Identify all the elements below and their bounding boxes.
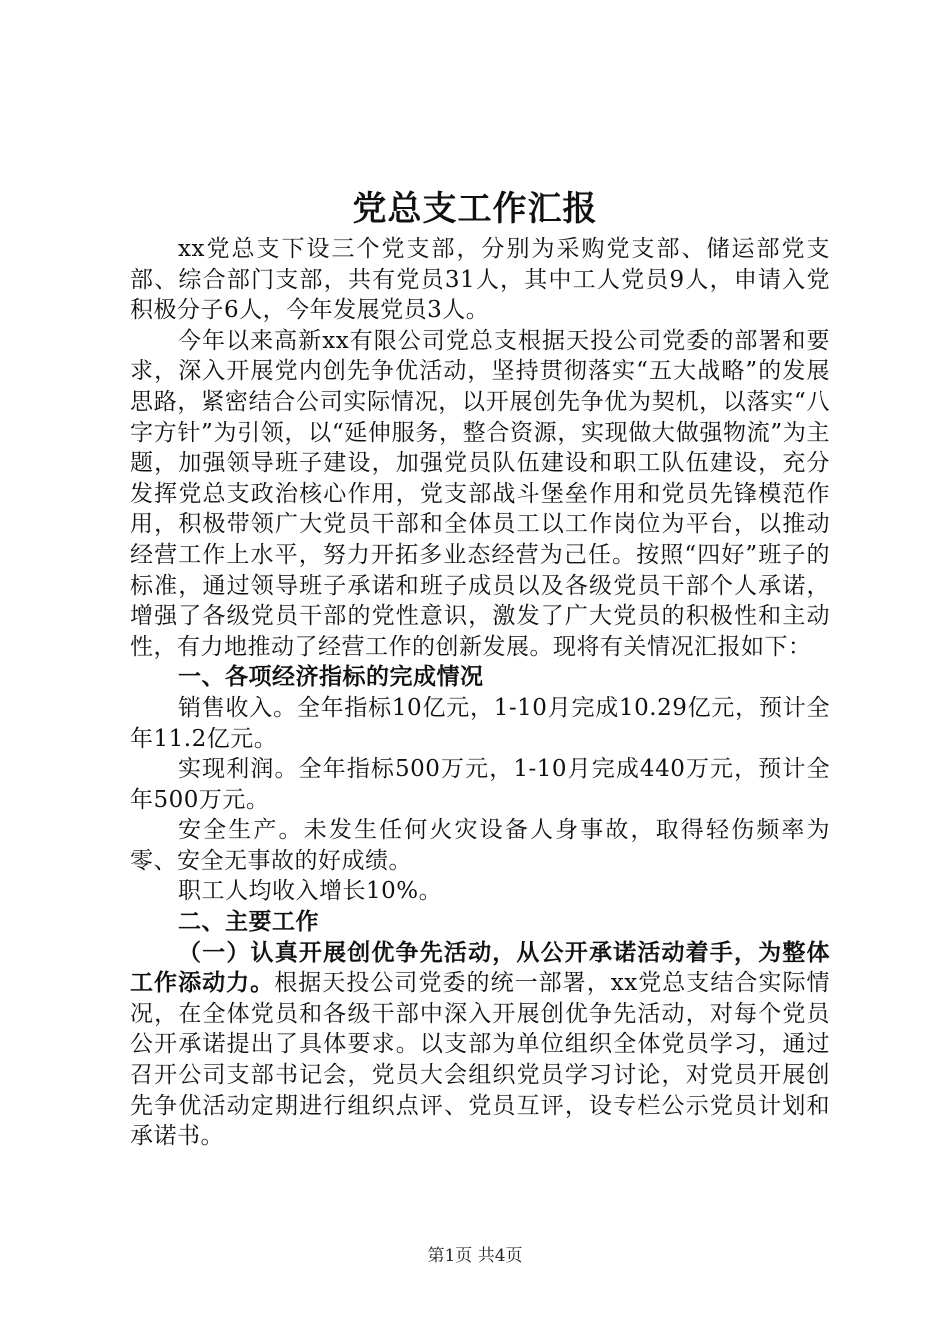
paragraph-sales-revenue: 销售收入。全年指标10亿元，1-10月完成10.29亿元，预计全年11.2亿元。 [130,694,830,752]
paragraph-overview: xx党总支下设三个党支部，分别为采购党支部、储运部党支部、综合部门支部，共有党员31人，其中工人党员9人，申请入党积极分子6人，今年发展党员3人。 [130,236,830,324]
section-1-text: 根据天投公司党委的统一部署，xx党总支结合实际情况，在全体党员和各级干部中深入开展创优争先活动，对每个党员公开承诺提出了具体要求。以支部为单位组织全体党员学习，通过召开公司支部书记会，党员大会组织党员学习讨论，对党员开展创先争优活动定期进行组织点评、党员互评，设专栏公示党员计划和承诺书。 [130,970,830,1150]
paragraph-summary: 今年以来高新xx有限公司党总支根据天投公司党委的部署和要求，深入开展党内创先争优活动，坚持贯彻落实“五大战略”的发展思路，紧密结合公司实际情况，以开展创先争优为契机，以落实“八字方针”为引领，以“延伸服务，整合资源，实现做大做强物流”为主题，加强领导班子建设，加强党员队伍建设和职工队伍建设，充分发挥党总支政治核心作用，党支部战斗堡垒作用和党员先锋模范作用，积极带领广大党员干部和全体员工以工作岗位为平台，以推动经营工作上水平，努力开拓多业态经营为己任。按照“四好”班子的标准，通过领导班子承诺和班子成员以及各级党员干部个人承诺，增强了各级党员干部的党性意识，激发了广大党员的积极性和主动性，有力地推动了经营工作的创新发展。现将有关情况汇报如下： [130,327,830,660]
paragraph-safety: 安全生产。未发生任何火灾设备人身事故，取得轻伤频率为零、安全无事故的好成绩。 [130,817,830,874]
heading-economic-indicators: 一、各项经济指标的完成情况 [178,663,484,691]
heading-main-work: 二、主要工作 [178,908,319,936]
paragraph-section-1 [130,938,830,1152]
document-title: 党总支工作汇报 [352,189,598,229]
paragraph-profit: 实现利润。全年指标500万元，1-10月完成440万元，预计全年500万元。 [130,756,830,813]
paragraph-income-growth: 职工人均收入增长10%。 [178,878,443,905]
page-number: 第1页 共4页 [427,1246,523,1266]
document-body [130,234,830,1152]
section-1-heading: （一）认真开展创优争先活动，从公开承诺活动着手，为整体工作添动力。 [130,938,830,997]
